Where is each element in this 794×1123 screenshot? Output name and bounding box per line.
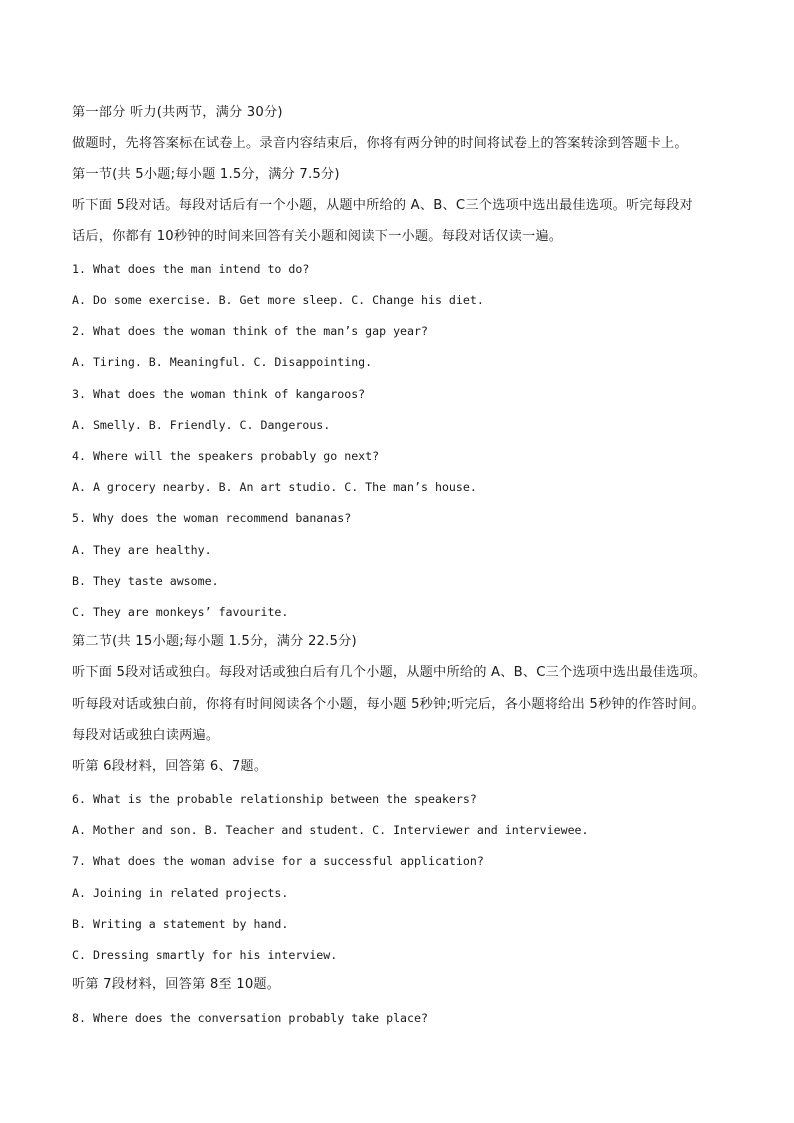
- material-6-heading: 听第 6段材料，回答第 6、7题。: [72, 759, 268, 774]
- part-two-directions: 听下面 5段对话或独白。每段对话或独白后有几个小题，从题中所给的 A、B、C三个选项中选出最佳选项。: [72, 665, 707, 680]
- question-7-option-b: B. Writing a statement by hand.: [72, 917, 289, 931]
- question-1-options: A. Do some exercise. B. Get more sleep. C. Change his diet.: [72, 293, 484, 307]
- question-7-option-a: A. Joining in related projects.: [72, 886, 289, 900]
- question-2: 2. What does the woman think of the man’s gap year?: [72, 324, 428, 338]
- question-5-option-a: A. They are healthy.: [72, 543, 212, 557]
- instruction-text: 做题时，先将答案标在试卷上。录音内容结束后，你将有两分钟的时间将试卷上的答案转涂到答题卡上。: [72, 136, 688, 151]
- question-2-options: A. Tiring. B. Meaningful. C. Disappointing.: [72, 355, 373, 369]
- part-two-directions: 每段对话或独白读两遍。: [72, 728, 220, 743]
- part-two-heading: 第二节(共 15小题;每小题 1.5分，满分 22.5分): [72, 634, 357, 649]
- material-7-heading: 听第 7段材料，回答第 8至 10题。: [72, 977, 281, 992]
- question-5: 5. Why does the woman recommend bananas?: [72, 511, 352, 525]
- question-8: 8. Where does the conversation probably take place?: [72, 1011, 428, 1025]
- question-3-options: A. Smelly. B. Friendly. C. Dangerous.: [72, 418, 331, 432]
- question-6: 6. What is the probable relationship between the speakers?: [72, 792, 477, 806]
- part-one-directions: 听下面 5段对话。每段对话后有一个小题，从题中所给的 A、B、C三个选项中选出最佳选项。听完每段对: [72, 198, 693, 213]
- question-4-options: A. A grocery nearby. B. An art studio. C. The man’s house.: [72, 480, 477, 494]
- part-one-directions: 话后，你都有 10秒钟的时间来回答有关小题和阅读下一小题。每段对话仅读一遍。: [72, 229, 563, 244]
- question-7: 7. What does the woman advise for a successful application?: [72, 854, 484, 868]
- question-4: 4. Where will the speakers probably go next?: [72, 449, 380, 463]
- question-5-option-b: B. They taste awsome.: [72, 574, 219, 588]
- question-7-option-c: C. Dressing smartly for his interview.: [72, 948, 338, 962]
- question-1: 1. What does the man intend to do?: [72, 262, 310, 276]
- part-two-directions: 听每段对话或独白前，你将有时间阅读各个小题，每小题 5秒钟;听完后，各小题将给出 5秒钟的作答时间。: [72, 697, 706, 712]
- part-one-heading: 第一节(共 5小题;每小题 1.5分，满分 7.5分): [72, 167, 340, 182]
- question-5-option-c: C. They are monkeys’ favourite.: [72, 605, 289, 619]
- question-3: 3. What does the woman think of kangaroos?: [72, 387, 366, 401]
- section-one-heading: 第一部分 听力(共两节，满分 30分): [72, 105, 283, 120]
- question-6-options: A. Mother and son. B. Teacher and student. C. Interviewer and interviewee.: [72, 823, 589, 837]
